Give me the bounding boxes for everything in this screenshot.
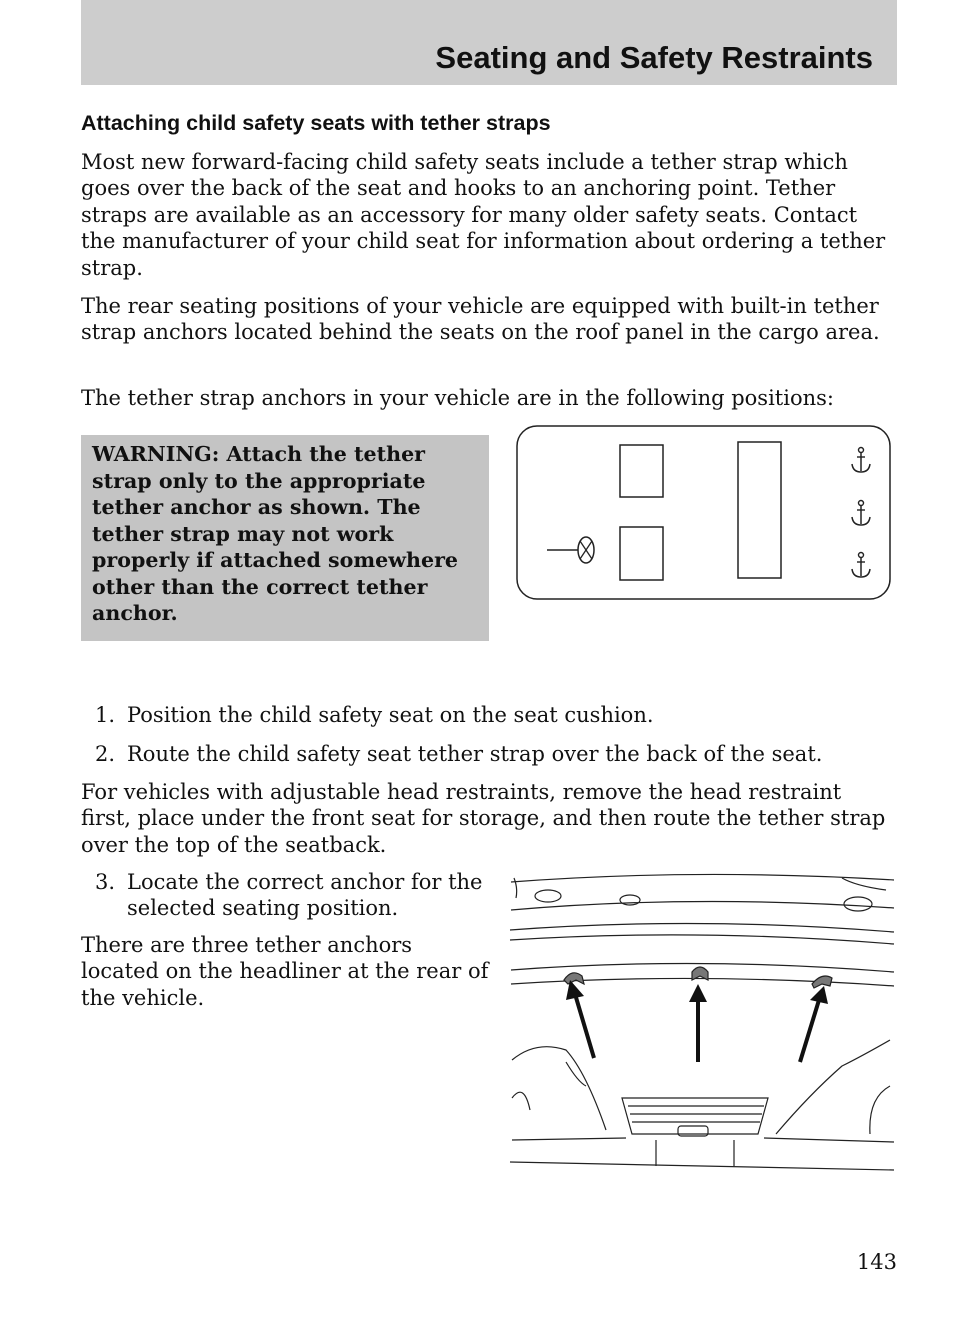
warning-text: WARNING: Attach the tether strap only to the appropriate tether anchor as shown. The tether strap may not work properly if attached somewhere other than the correct tether anchor.: [92, 442, 459, 625]
intro-paragraph: Most new forward-facing child safety seats include a tether strap which goes over the back of the seat and hooks to an anchoring point. Tether straps are available as an accessory for many older safety seats. Contact the manufacturer of your child seat for information about ordering a tether strap.: [81, 150, 886, 280]
tether-anchor-right: [812, 976, 832, 988]
seat-box-upper: [620, 445, 663, 497]
header-band: [81, 0, 897, 85]
anchors-note: There are three tether anchors located on the headliner at the rear of the vehicle.: [81, 933, 489, 1010]
roof-edge-line: [511, 874, 894, 882]
rear-bench-seat: [738, 442, 781, 578]
step-number: 2.: [95, 742, 116, 766]
anchor-positions-paragraph: The tether strap anchors in your vehicle are in the following positions:: [81, 386, 834, 410]
warning-box: [81, 435, 489, 641]
rear-seating-paragraph: The rear seating positions of your vehicle are equipped with built-in tether strap anchors located behind the seats on the roof panel in the cargo area.: [81, 294, 880, 345]
section-heading: Attaching child safety seats with tether straps: [81, 111, 551, 135]
step-number: 3.: [95, 870, 116, 894]
step-text: Route the child safety seat tether strap over the back of the seat.: [127, 742, 823, 766]
arrow-right: [800, 1000, 819, 1062]
page-number: 143: [856, 1250, 897, 1274]
rear-window-vent: [622, 1098, 768, 1134]
seat-box-lower: [620, 527, 663, 580]
tether-anchor-diagram: [516, 425, 891, 600]
arrow-left: [575, 994, 594, 1058]
headliner-anchor-illustration: [506, 872, 896, 1172]
step-number: 1.: [95, 703, 116, 727]
tether-anchor-left: [564, 973, 584, 984]
page-title: Seating and Safety Restraints: [435, 40, 873, 75]
vehicle-outline: [517, 426, 890, 599]
step-text: Position the child safety seat on the seat cushion.: [127, 703, 654, 727]
head-restraint-note: For vehicles with adjustable head restraints, remove the head restraint first, place under the front seat for storage, and then route the tether strap over the top of the seatback.: [81, 780, 886, 857]
step-text: Locate the correct anchor for the selected seating position.: [127, 870, 483, 921]
